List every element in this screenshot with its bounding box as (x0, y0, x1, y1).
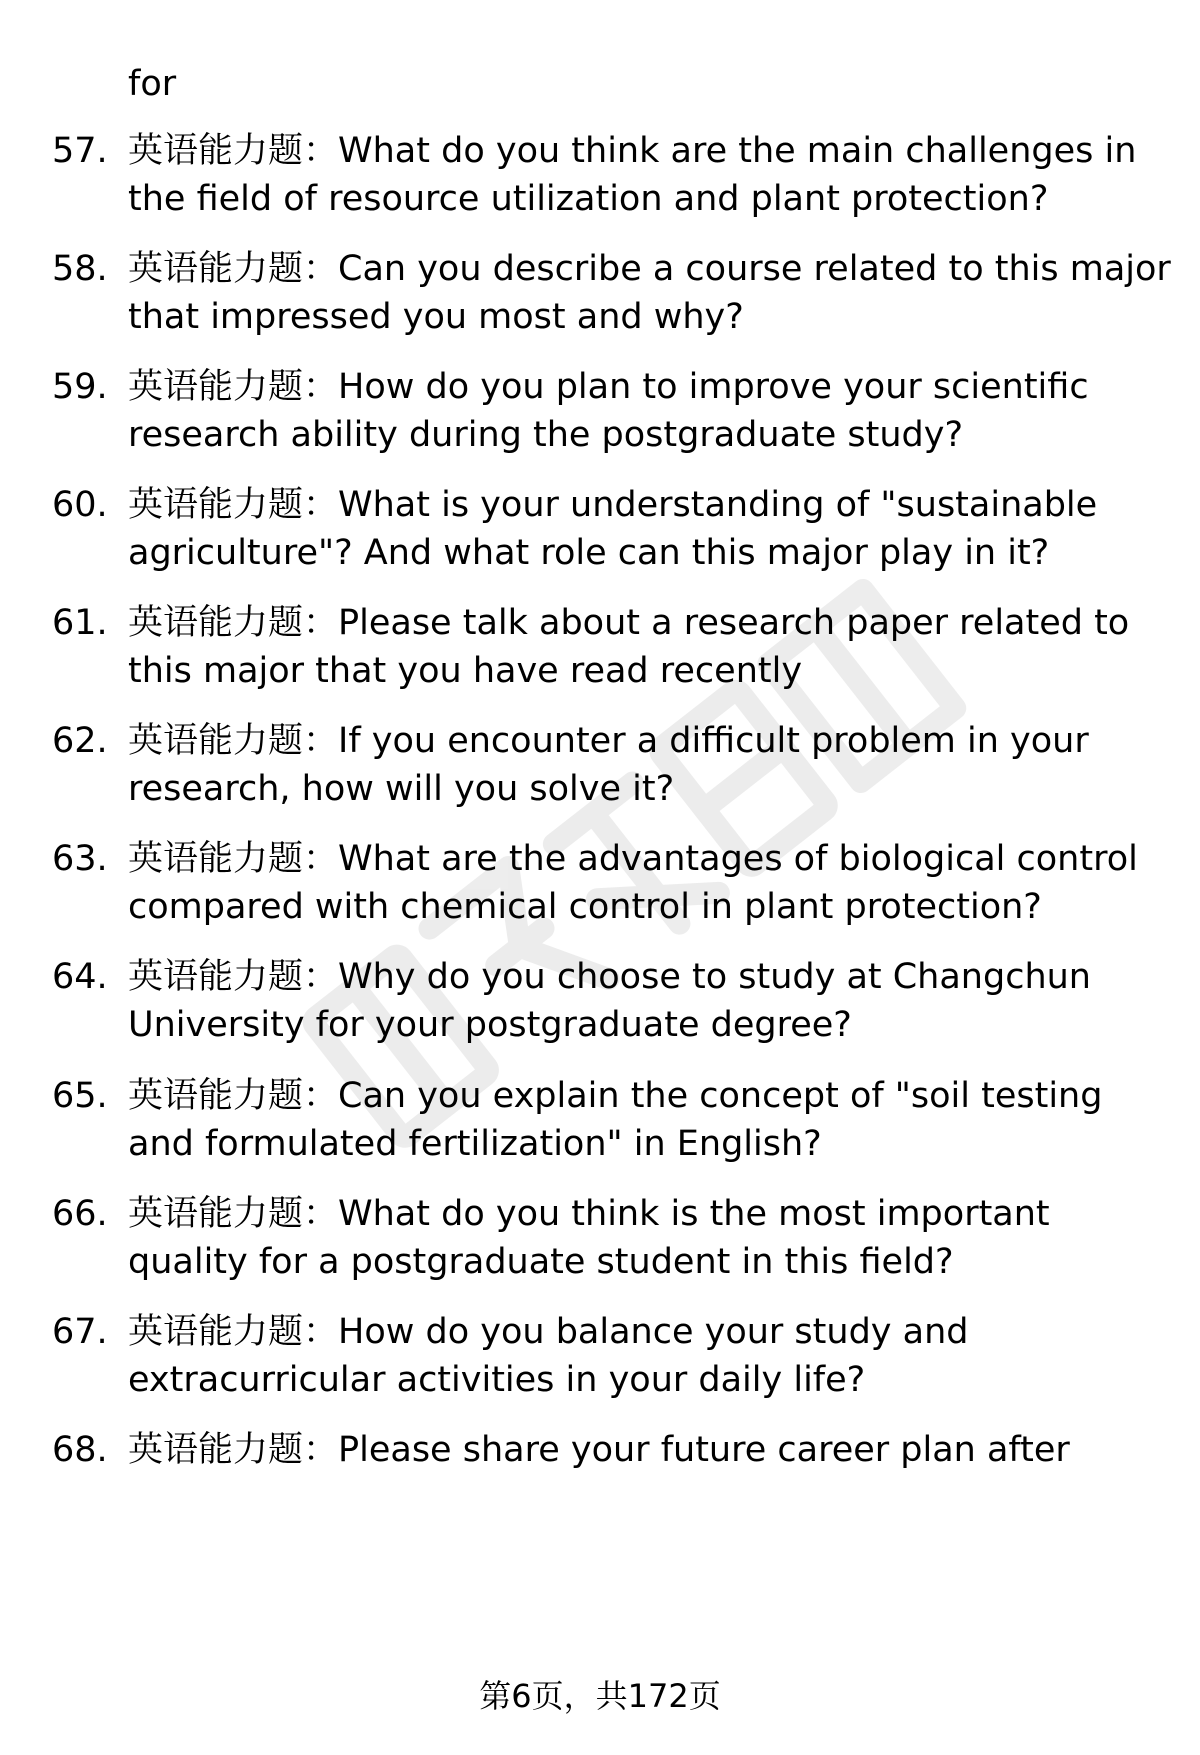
question-body (128, 245, 1171, 341)
question-text-line1: How do you plan to improve your scientific (338, 367, 1089, 407)
question-number: 59. (52, 367, 108, 407)
question-text-line2: research ability during the postgraduate study? (128, 415, 964, 455)
question-body (128, 127, 1168, 223)
question-text-line2: that impressed you most and why? (128, 297, 744, 337)
question-tag: 英语能力题： (128, 131, 339, 171)
question-body (128, 363, 1168, 459)
question-number: 57. (52, 131, 108, 171)
question-text-line1: What are the advantages of biological control (338, 839, 1138, 879)
question-number: 68. (52, 1430, 108, 1470)
question-text-line1: What is your understanding of "sustainable (338, 485, 1098, 525)
question-tag: 英语能力题： (128, 367, 339, 407)
question-text-line1: If you encounter a difficult problem in your (338, 721, 1089, 761)
question-body (128, 1072, 1168, 1168)
question-number: 66. (52, 1194, 108, 1234)
question-tag: 英语能力题： (128, 603, 339, 643)
question-number: 64. (52, 957, 108, 997)
question-number: 67. (52, 1312, 108, 1352)
question-tag: 英语能力题： (128, 721, 339, 761)
question-number: 62. (52, 721, 108, 761)
question-text-line2: agriculture"? And what role can this major play in it? (128, 533, 1050, 573)
question-tag: 英语能力题： (128, 1194, 339, 1234)
question-body (128, 481, 1168, 577)
question-tag: 英语能力题： (128, 1076, 339, 1116)
question-text-line1: Can you explain the concept of "soil testing (338, 1076, 1103, 1116)
question-tag: 英语能力题： (128, 957, 339, 997)
question-body (128, 1426, 1168, 1474)
question-body (128, 1190, 1168, 1286)
question-text-line2: compared with chemical control in plant protection? (128, 887, 1042, 927)
continuation-text: for (128, 64, 177, 104)
question-number: 60. (52, 485, 108, 525)
question-text-line2: research, how will you solve it? (128, 769, 675, 809)
question-tag: 英语能力题： (128, 1312, 339, 1352)
question-body (128, 953, 1168, 1049)
question-tag: 英语能力题： (128, 839, 339, 879)
question-text-line1: How do you balance your study and (338, 1312, 969, 1352)
question-text-line2: University for your postgraduate degree? (128, 1005, 852, 1045)
question-number: 65. (52, 1076, 108, 1116)
question-tag: 英语能力题： (128, 485, 339, 525)
question-text-line1: What do you think is the most important (338, 1194, 1050, 1234)
question-text-line1: Please talk about a research paper related to (338, 603, 1130, 643)
question-body (128, 835, 1168, 931)
question-number: 61. (52, 603, 108, 643)
question-text-line2: and formulated fertilization" in English? (128, 1124, 822, 1164)
question-text-line1: Can you describe a course related to this major (338, 249, 1171, 289)
question-tag: 英语能力题： (128, 249, 339, 289)
question-text-line1: Why do you choose to study at Changchun (338, 957, 1091, 997)
question-body (128, 717, 1168, 813)
question-body (128, 1308, 1168, 1404)
question-text-line2: this major that you have read recently (128, 651, 803, 691)
question-text-line2: the field of resource utilization and plant protection? (128, 179, 1049, 219)
question-body (128, 599, 1168, 695)
question-text-line1: What do you think are the main challenges in (338, 131, 1137, 171)
question-number: 58. (52, 249, 108, 289)
question-number: 63. (52, 839, 108, 879)
question-text-line1: Please share your future career plan after (338, 1430, 1070, 1470)
page-footer: 第6页，共172页 (479, 1677, 721, 1715)
question-tag: 英语能力题： (128, 1430, 339, 1470)
question-text-line2: quality for a postgraduate student in this field? (128, 1242, 954, 1282)
question-text-line2: extracurricular activities in your daily life? (128, 1360, 866, 1400)
